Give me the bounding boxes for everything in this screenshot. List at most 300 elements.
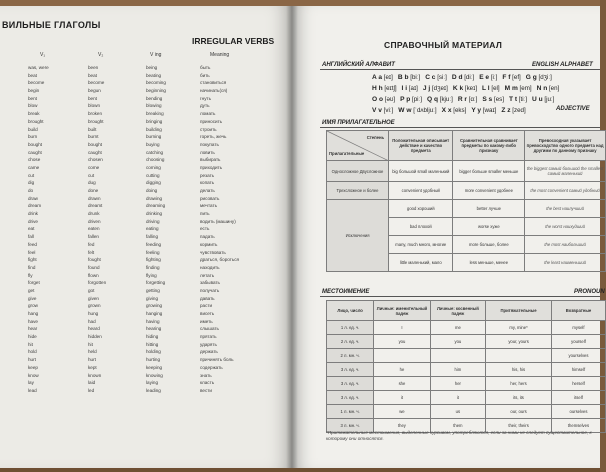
verb-ving: finding <box>146 264 160 270</box>
verb-v2: fallen <box>88 234 99 240</box>
alphabet-letter <box>372 107 393 114</box>
pronoun-cell: me <box>430 321 486 335</box>
verb-meaning: покупать <box>200 141 219 147</box>
verb-ving: choosing <box>146 157 165 163</box>
pronoun-cell <box>486 349 552 363</box>
verb-ving: hurting <box>146 357 161 363</box>
letter-transcription: [diː] <box>464 74 475 81</box>
pronoun-cell: you <box>430 335 486 349</box>
alphabet-letter <box>423 85 448 92</box>
verb-v2: hurt <box>88 357 96 363</box>
verb-ving: breaking <box>146 111 164 117</box>
verb-v1: forget <box>28 280 40 286</box>
verb-meaning: резать <box>200 172 215 178</box>
alphabet-letter <box>502 74 520 81</box>
verb-meaning: бить <box>200 72 210 78</box>
verb-meaning: забывать <box>200 280 220 286</box>
letter-glyph: Z z <box>501 107 511 114</box>
adj-comparative: worse хуже <box>453 218 525 236</box>
verb-v1: chose <box>28 157 41 163</box>
verb-v1: keep <box>28 364 38 370</box>
adj-superlative: the most наибольший <box>525 236 606 254</box>
verb-ving: drinking <box>146 211 163 217</box>
verb-ving: hearing <box>146 326 162 332</box>
adj-comparative: bigger больше smaller меньше <box>453 161 525 182</box>
pronoun-row <box>327 335 606 349</box>
adj-row-label-exceptions: Исключения <box>327 200 389 272</box>
verb-ving: buying <box>146 141 160 147</box>
verb-v1: hang <box>28 311 39 316</box>
letter-glyph: H h <box>372 85 383 92</box>
pron-header-nominative: Личные: именительный падеж <box>374 301 430 321</box>
adj-positive: little маленький, мало <box>389 254 453 272</box>
letter-glyph: M m <box>504 85 518 92</box>
verb-meaning: давать <box>200 295 215 301</box>
verb-ving: falling <box>146 234 159 240</box>
letter-transcription: [viː] <box>383 107 394 114</box>
verb-ving: blowing <box>146 103 162 109</box>
pronoun-cell: we <box>374 405 430 419</box>
pronoun-cell: them <box>430 419 486 433</box>
open-book <box>0 6 605 468</box>
verb-ving: eating <box>146 226 159 232</box>
verb-ving: forgetting <box>146 280 166 286</box>
letter-glyph: L l <box>482 85 490 92</box>
verb-meaning: водить (машину) <box>200 218 236 224</box>
verb-v2: cut <box>88 172 95 178</box>
adjective-heading-en: ADJECTIVE <box>556 106 590 112</box>
verb-v2: begun <box>88 88 101 94</box>
alphabet-row-4 <box>372 107 531 114</box>
verb-meaning: начинать(ся) <box>200 88 228 94</box>
verb-meaning: вести <box>200 387 212 393</box>
alphabet-letter <box>505 85 532 92</box>
pronoun-cell: 2 л. ед. ч. <box>327 335 374 349</box>
verb-v1: feel <box>28 249 36 255</box>
verb-v1: lead <box>28 387 37 393</box>
verb-meaning: выбирать <box>200 157 221 163</box>
verb-v2: burnt <box>88 134 99 140</box>
irregular-verbs-title-en: IRREGULAR VERBS <box>192 36 275 46</box>
pron-header-oblique: Личные: косвенный падеж <box>430 301 486 321</box>
verb-ving: drawing <box>146 195 163 201</box>
pronoun-cell <box>430 349 486 363</box>
pronoun-cell: 1 л. мн. ч. <box>327 405 374 419</box>
col-header-v2: V₂ <box>98 52 104 58</box>
letter-transcription: [siː] <box>437 74 447 81</box>
adj-row-label: Трехсложное и более <box>327 182 389 200</box>
pronoun-heading-ru: МЕСТОИМЕНИЕ <box>322 289 370 295</box>
alphabet-letter <box>532 96 554 103</box>
letter-transcription: [piː] <box>412 96 422 103</box>
verb-meaning: копать <box>200 180 215 186</box>
verb-meaning: висеть <box>200 311 215 316</box>
irregular-verbs-title-ru: ВИЛЬНЫЕ ГЛАГОЛЫ <box>2 20 101 30</box>
pronoun-table <box>326 300 606 433</box>
alphabet-letter <box>479 74 497 81</box>
pronoun-cell: 2 л. мн. ч. <box>327 349 374 363</box>
alphabet-letter <box>372 74 393 81</box>
letter-glyph: F f <box>502 74 511 81</box>
letter-glyph: J j <box>422 85 431 92</box>
verb-v2: bought <box>88 141 103 147</box>
verb-ving: bringing <box>146 118 163 124</box>
adj-row-label: Односложное Двусложное <box>327 161 389 182</box>
pronoun-cell: his, his <box>486 363 552 377</box>
verb-v2: eaten <box>88 226 100 232</box>
adj-positive: bad плохой <box>389 218 453 236</box>
pronoun-cell: 3 л. мн. ч. <box>327 419 374 433</box>
verb-meaning: рисовать <box>200 195 220 201</box>
letter-transcription: [eɪtʃ] <box>384 85 397 92</box>
verb-meaning: причинять боль <box>200 357 234 363</box>
letter-glyph: W w <box>398 107 412 114</box>
verb-ving: becoming <box>146 80 166 86</box>
alphabet-letter <box>372 85 397 92</box>
letter-transcription: [aɪ] <box>408 85 418 92</box>
verb-v2: grown <box>88 303 101 309</box>
verb-v1: become <box>28 80 45 86</box>
verb-ving: catching <box>146 149 164 155</box>
pronoun-row <box>327 363 606 377</box>
verb-meaning: находить <box>200 264 220 270</box>
adjective-heading-ru: ИМЯ ПРИЛАГАТЕЛЬНОЕ <box>322 120 395 126</box>
pronoun-cell: you <box>374 335 430 349</box>
pronoun-cell: 1 л. ед. ч. <box>327 321 374 335</box>
verb-v2: driven <box>88 218 101 224</box>
letter-transcription: [eɪ] <box>383 74 393 81</box>
verb-meaning: пить <box>200 211 210 217</box>
letter-transcription: [tiː] <box>518 96 528 103</box>
alphabet-letter <box>400 96 422 103</box>
verb-meaning: строить <box>200 126 217 132</box>
verb-v2: caught <box>88 149 102 155</box>
pronoun-cell: him <box>430 363 486 377</box>
col-header-v1: V₁ <box>40 52 46 58</box>
col-header-meaning: Meaning <box>210 52 230 58</box>
verb-v2: hung <box>88 311 99 316</box>
verb-v2: brought <box>88 118 104 124</box>
verb-v1: draw <box>28 195 38 201</box>
pronoun-cell: she <box>374 377 430 391</box>
verb-v1: dig <box>28 180 35 186</box>
letter-glyph: Q q <box>427 96 438 103</box>
letter-glyph: T t <box>508 96 518 103</box>
pronoun-cell: itself <box>551 391 605 405</box>
pronoun-row <box>327 405 606 419</box>
adjective-table <box>326 130 606 272</box>
verb-v2: hidden <box>88 334 102 340</box>
verb-ving: being <box>146 65 158 70</box>
verb-v2: bent <box>88 95 97 101</box>
verb-v1: grow <box>28 303 38 309</box>
verb-ving: laying <box>146 380 159 386</box>
pronoun-cell: us <box>430 405 486 419</box>
pronoun-cell: they <box>374 419 430 433</box>
left-page <box>0 6 292 468</box>
adj-superlative: the worst наихудший <box>525 218 606 236</box>
verb-ving: fighting <box>146 257 161 263</box>
verb-v2: blown <box>88 103 101 109</box>
letter-transcription: [iː] <box>490 74 498 81</box>
verb-v2: built <box>88 126 97 132</box>
adj-superlative: the least наименьший <box>525 254 606 272</box>
alphabet-letter <box>442 107 467 114</box>
letter-transcription: [əʊ] <box>384 96 396 103</box>
pronoun-cell: themselves <box>551 419 605 433</box>
verb-meaning: чувствовать <box>200 249 226 255</box>
header-degree: Степень <box>366 135 385 140</box>
verb-v2: known <box>88 372 102 378</box>
verb-v1: cut <box>28 172 35 178</box>
header-positive: Положительная описывает действие и качество предмета <box>389 131 453 161</box>
verb-ving: keeping <box>146 364 163 370</box>
verb-ving: giving <box>146 295 159 301</box>
verb-v2: done <box>88 188 99 193</box>
pronoun-cell: ourselves <box>551 405 605 419</box>
verb-v1: hit <box>28 341 33 347</box>
letter-glyph: K k <box>452 85 464 92</box>
verb-meaning: расти <box>200 303 213 309</box>
verbs-v2-column <box>88 64 106 395</box>
pronoun-cell: their, theirs <box>486 419 552 433</box>
letter-glyph: S s <box>482 96 493 103</box>
verb-meaning: драться, бороться <box>200 257 239 263</box>
verb-v1: bent <box>28 95 37 101</box>
letter-glyph: X x <box>441 107 452 114</box>
verb-v1: was, were <box>28 65 49 70</box>
verb-v1: fall <box>28 234 34 240</box>
verb-v1: fly <box>28 272 33 278</box>
pron-header-person: Лицо, число <box>327 301 374 321</box>
pronoun-cell: my, mine* <box>486 321 552 335</box>
verb-v1: caught <box>28 149 42 155</box>
letter-transcription: [en] <box>548 85 560 92</box>
pronoun-cell: he <box>374 363 430 377</box>
adj-superlative: the most convenient самый удобный <box>525 182 606 200</box>
verb-ving: holding <box>146 349 161 355</box>
letter-glyph: D d <box>451 74 463 81</box>
adjective-diag-header <box>327 131 389 161</box>
verb-ving: burning <box>146 134 162 140</box>
alphabet-letter <box>425 74 447 81</box>
reference-title: СПРАВОЧНЫЙ МАТЕРИАЛ <box>384 40 503 50</box>
verb-v1: do <box>28 188 34 193</box>
alphabet-letter <box>398 107 436 114</box>
col-header-ving: V ing <box>150 52 162 58</box>
pronoun-cell: it <box>374 391 430 405</box>
header-adjectives: Прилагательные <box>329 151 365 156</box>
verb-ving: building <box>146 126 162 132</box>
alphabet-row-2 <box>372 85 564 92</box>
letter-glyph: R r <box>457 96 467 103</box>
verb-v1: bought <box>28 141 43 147</box>
pronoun-footnote: *Притяжательные местоимения, выделенные курсивом, употребляются, если за ними не следует существительное, к которому они относятся. <box>326 430 592 441</box>
verb-v2: become <box>88 80 105 86</box>
letter-glyph: A a <box>372 74 383 81</box>
verb-v2: been <box>88 65 99 70</box>
verb-v1: eat <box>28 226 35 232</box>
verb-v2: kept <box>88 364 97 370</box>
pron-header-possessive: Притяжательные <box>486 301 552 321</box>
book-gutter <box>286 6 298 468</box>
verbs-v1-column <box>28 64 49 395</box>
verb-v2: found <box>88 264 100 270</box>
verb-v1: find <box>28 264 36 270</box>
adj-comparative: less меньше, менее <box>453 254 525 272</box>
adj-comparative: better лучше <box>453 200 525 218</box>
verb-v1: hold <box>28 349 37 355</box>
alphabet-letter <box>453 85 477 92</box>
adj-positive: many, much много, многие <box>389 236 453 254</box>
pronoun-cell: it <box>430 391 486 405</box>
verb-v2: fed <box>88 241 95 247</box>
header-comparative: Сравнительная сравнивает предметы по какому-либо признаку <box>453 131 525 161</box>
verb-v1: hear <box>28 326 38 332</box>
pronoun-cell: 3 л. ед. ч. <box>327 391 374 405</box>
verb-ving: cutting <box>146 172 160 178</box>
verb-v2: hit <box>88 341 93 347</box>
verb-meaning: ловить <box>200 149 215 155</box>
verb-v2: drawn <box>88 195 101 201</box>
letter-transcription: [keɪ] <box>464 85 478 92</box>
pronoun-cell: your, yours <box>486 335 552 349</box>
verb-meaning: иметь <box>200 318 213 324</box>
pronoun-cell: herself <box>551 377 605 391</box>
verb-v1: begin <box>28 88 40 94</box>
verb-ving: knowing <box>146 372 163 378</box>
verb-v2: beat <box>88 72 97 78</box>
verb-ving: feeling <box>146 249 160 255</box>
header-superlative: Превосходная указывает превосходство одного предмета над другими по данному признаку <box>525 131 606 161</box>
letter-transcription: [ˈdʌbljuː] <box>413 107 437 114</box>
verb-v1: break <box>28 111 40 117</box>
verb-v1: drive <box>28 218 38 224</box>
adj-positive: convenient удобный <box>389 182 453 200</box>
pronoun-rule <box>320 296 600 297</box>
verb-meaning: ударять <box>200 341 217 347</box>
verb-meaning: падать <box>200 234 215 240</box>
verb-meaning: знать <box>200 372 212 378</box>
verb-v1: dream <box>28 203 42 209</box>
pronoun-heading-en: PRONOUN <box>574 289 605 295</box>
pronoun-cell: her, hers <box>486 377 552 391</box>
verb-ving: growing <box>146 303 163 309</box>
verb-v2: felt <box>88 249 95 255</box>
letter-glyph: V v <box>372 107 382 114</box>
pronoun-cell: myself <box>551 321 605 335</box>
alphabet-letter <box>501 107 525 114</box>
alphabet-heading-ru: АНГЛИЙСКИЙ АЛФАВИТ <box>322 62 395 68</box>
alphabet-row-1 <box>372 74 557 81</box>
verb-ving: hiding <box>146 334 159 340</box>
alphabet-letter <box>427 96 453 103</box>
letter-glyph: G g <box>525 74 537 81</box>
letter-transcription: [dʒeɪ] <box>431 85 448 92</box>
verb-v1: hide <box>28 334 37 340</box>
verb-v1: build <box>28 126 38 132</box>
verb-meaning: дуть <box>200 103 210 109</box>
verb-v2: flown <box>88 272 99 278</box>
pronoun-row <box>327 321 606 335</box>
verb-meaning: есть <box>200 226 210 232</box>
pronoun-cell: our, ours <box>486 405 552 419</box>
alphabet-letter <box>482 96 504 103</box>
verb-meaning: летать <box>200 272 215 278</box>
letter-transcription: [el] <box>491 85 500 92</box>
verb-ving: doing <box>146 188 158 193</box>
verb-meaning: содержать <box>200 364 223 370</box>
letter-transcription: [ef] <box>512 74 521 81</box>
verb-v2: fought <box>88 257 101 263</box>
alphabet-letter <box>398 74 420 81</box>
letter-transcription: [biː] <box>410 74 421 81</box>
verb-meaning: гореть, жечь <box>200 134 227 140</box>
right-page <box>292 6 605 468</box>
verb-v1: drink <box>28 211 38 217</box>
adj-positive: good хороший <box>389 200 453 218</box>
pronoun-cell: her <box>430 377 486 391</box>
pronoun-cell: 3 л. ед. ч. <box>327 363 374 377</box>
verb-v2: led <box>88 387 95 393</box>
verb-meaning: делать <box>200 188 215 193</box>
adjective-rule <box>320 127 600 128</box>
verb-v1: feed <box>28 241 37 247</box>
pronoun-cell: yourselves <box>551 349 605 363</box>
letter-transcription: [zed] <box>512 107 526 114</box>
pronoun-cell <box>374 349 430 363</box>
letter-glyph: N n <box>536 85 548 92</box>
verb-meaning: ломать <box>200 111 216 117</box>
verb-v2: dreamt <box>88 203 103 209</box>
verb-meaning: класть <box>200 380 215 386</box>
verb-v2: given <box>88 295 99 301</box>
letter-transcription: [es] <box>493 96 504 103</box>
pronoun-row <box>327 391 606 405</box>
verb-v2: heard <box>88 326 100 332</box>
verb-meaning: прятать <box>200 334 217 340</box>
pronoun-cell: 3 л. ед. ч. <box>327 377 374 391</box>
letter-transcription: [ɑː] <box>468 96 478 103</box>
verb-v1: know <box>28 372 39 378</box>
verb-v1: get <box>28 287 35 293</box>
verb-v2: chosen <box>88 157 103 163</box>
verb-v1: have <box>28 318 38 324</box>
letter-transcription: [dʒiː] <box>538 74 552 81</box>
alphabet-heading-en: ENGLISH ALPHABET <box>532 62 593 68</box>
letter-transcription: [waɪ] <box>482 107 497 114</box>
letter-glyph: P p <box>400 96 411 103</box>
verb-meaning: гнуть <box>200 95 212 101</box>
verb-ving: leading <box>146 387 161 393</box>
alphabet-letter <box>526 74 552 81</box>
letter-glyph: C c <box>425 74 436 81</box>
pronoun-cell: himself <box>551 363 605 377</box>
adj-superlative: the biggest самый большой the smallest самый маленький <box>525 161 606 182</box>
verb-meaning: становиться <box>200 80 227 86</box>
verb-ving: bending <box>146 95 163 101</box>
verb-v1: give <box>28 295 37 301</box>
verb-v2: broken <box>88 111 103 117</box>
verb-v2: held <box>88 349 97 355</box>
verb-v1: fight <box>28 257 37 263</box>
verb-meaning: слышать <box>200 326 219 332</box>
alphabet-rule <box>320 69 600 70</box>
verb-v1: lay <box>28 380 34 386</box>
verb-v1: blow <box>28 103 38 109</box>
verb-meaning: держать <box>200 349 218 355</box>
verb-meaning: приходить <box>200 164 223 170</box>
